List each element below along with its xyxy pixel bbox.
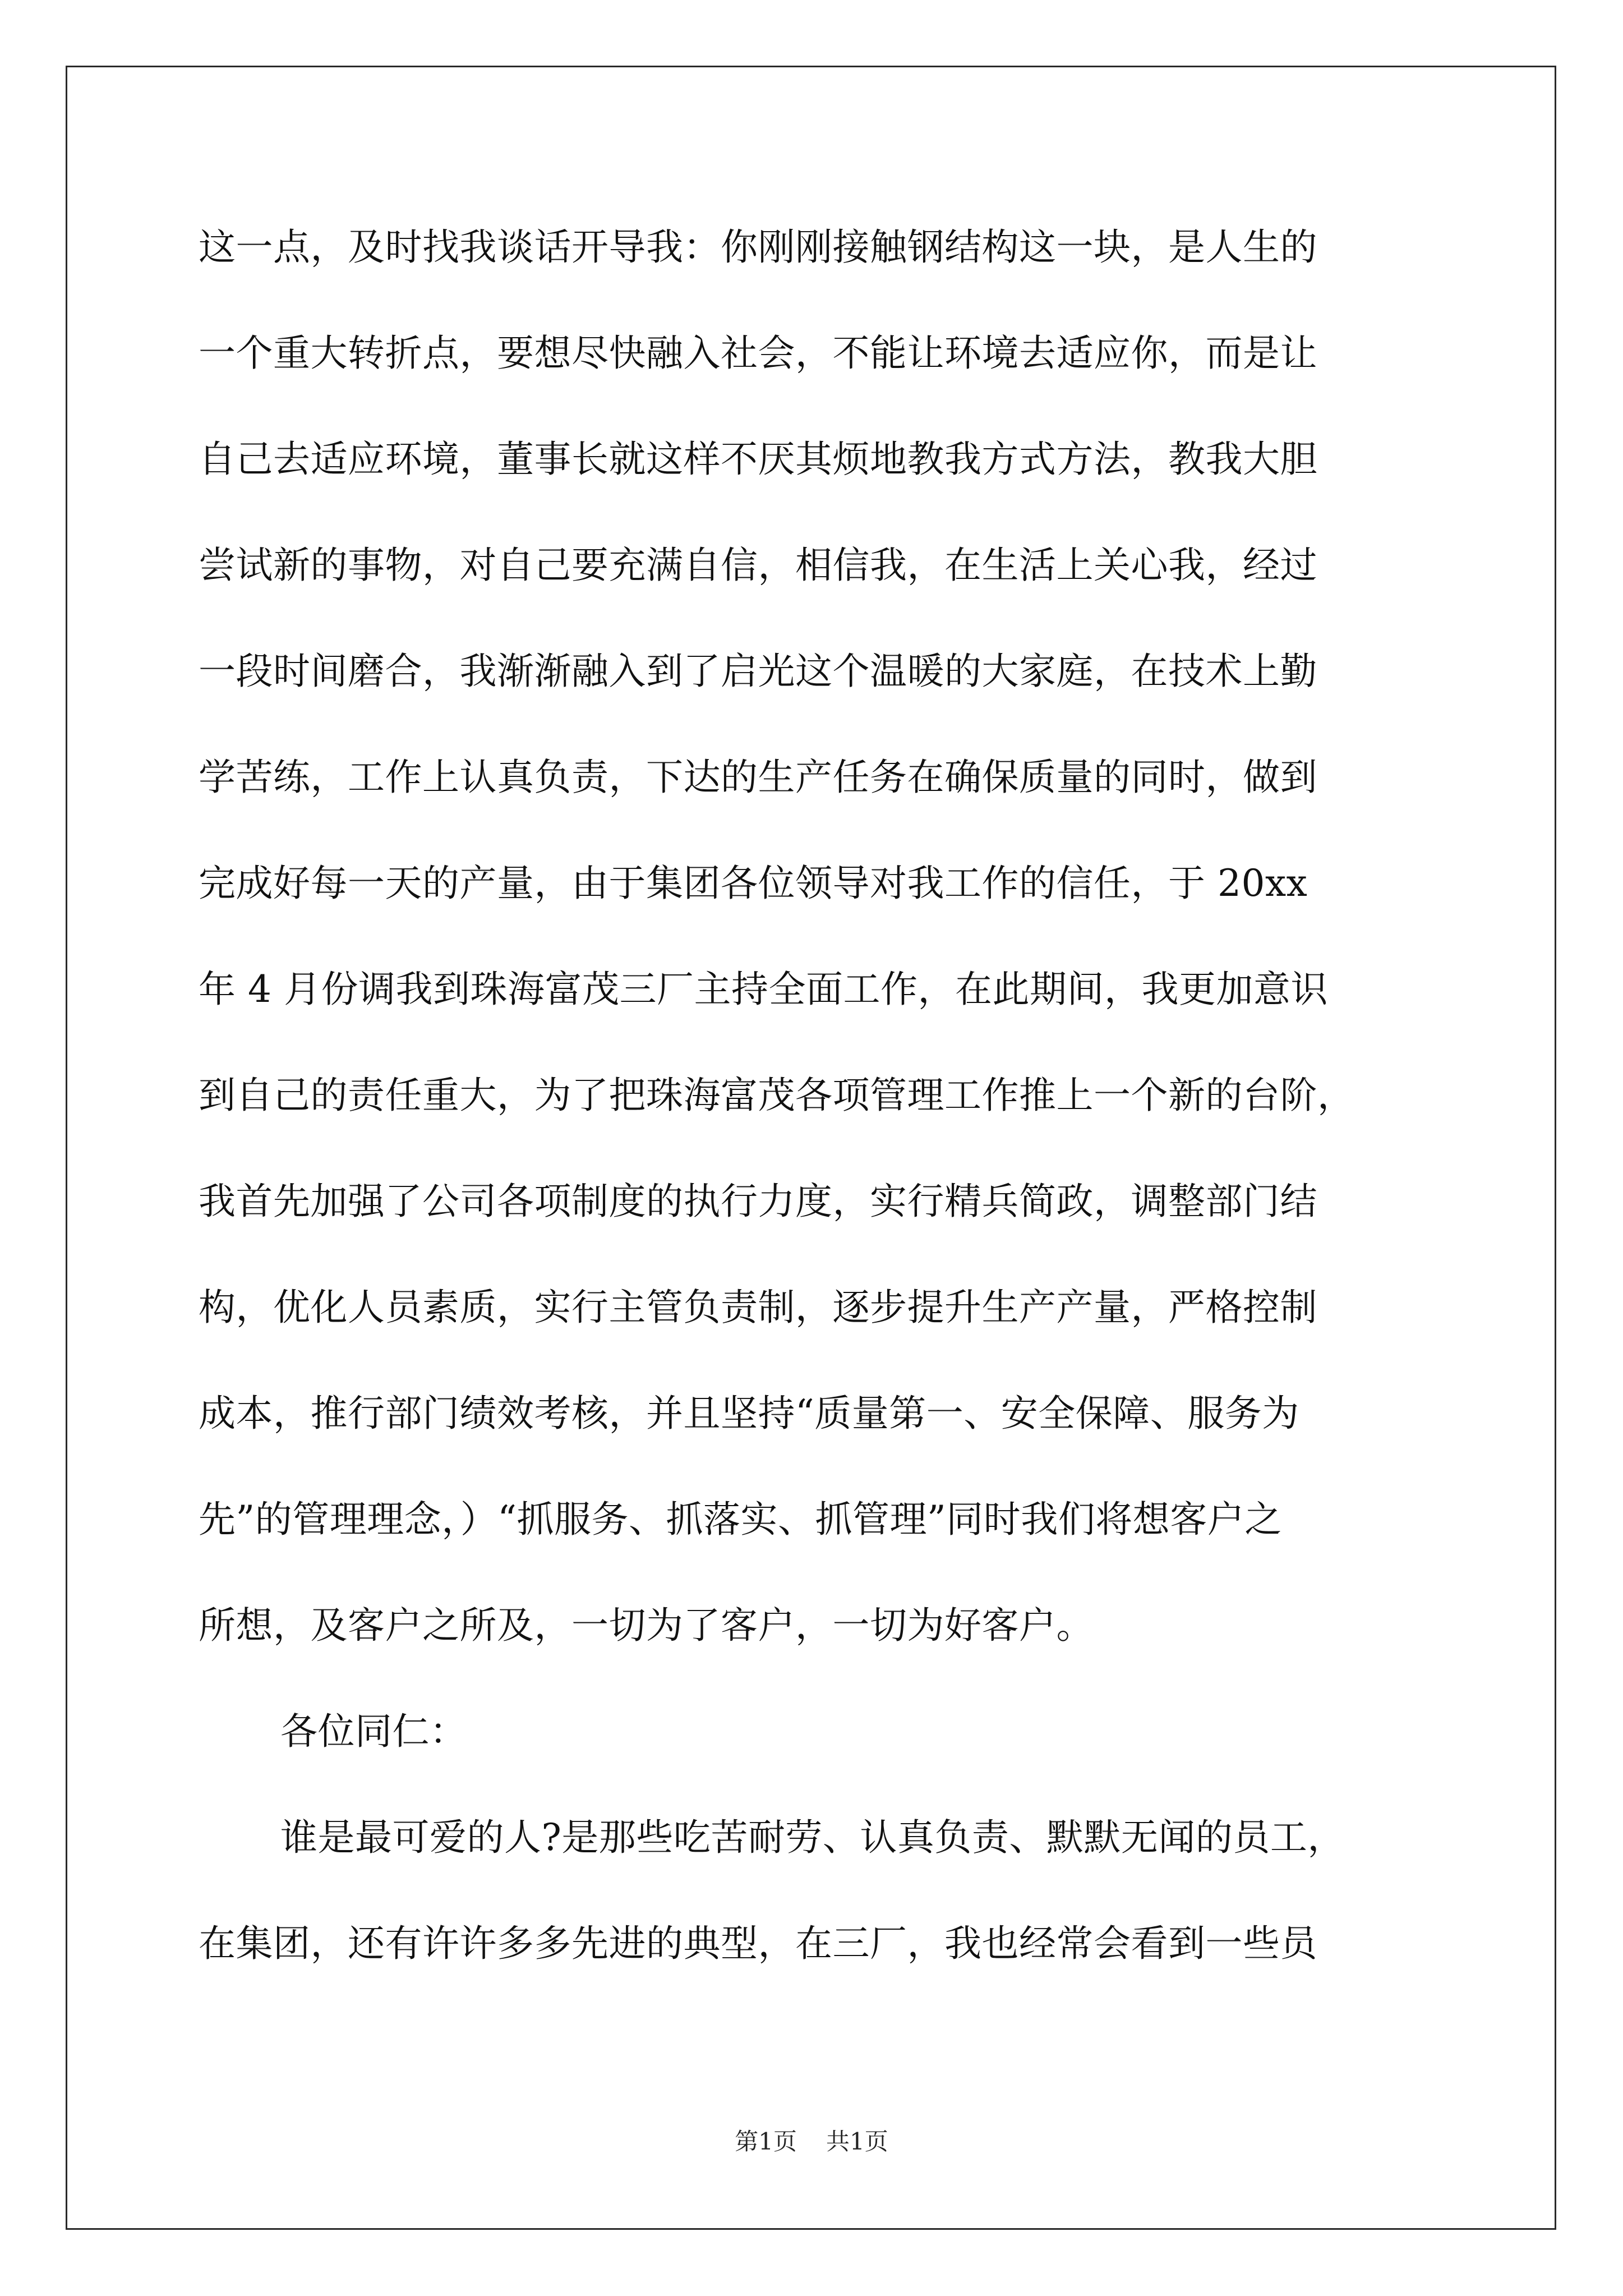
- text-line: 各位同仁：: [280, 1710, 467, 1753]
- text-line: 先”的管理理念，）“抓服务、抓落实、抓管理”同时我们将想客户之: [199, 1498, 1282, 1541]
- text-line: 尝试新的事物，对自己要充满自信，相信我，在生活上关心我，经过: [199, 544, 1317, 587]
- page-number-current: 第1页: [735, 2128, 797, 2155]
- text-line: 谁是最可爱的人?是那些吃苦耐劳、认真负责、默默无闻的员工，: [280, 1816, 1345, 1859]
- text-line: 成本，推行部门绩效考核，并且坚持“质量第一、安全保障、服务为: [199, 1392, 1299, 1435]
- text-line: 学苦练，工作上认真负责，下达的生产任务在确保质量的同时，做到: [199, 756, 1317, 799]
- text-line: 我首先加强了公司各项制度的执行力度，实行精兵简政，调整部门结: [199, 1180, 1317, 1223]
- text-line: 完成好每一天的产量，由于集团各位领导对我工作的信任，于 20xx: [199, 862, 1308, 905]
- text-line: 年 4 月份调我到珠海富茂三厂主持全面工作，在此期间，我更加意识: [199, 968, 1328, 1011]
- page-number-total: 共1页: [826, 2128, 888, 2155]
- text-line: 一段时间磨合，我渐渐融入到了启光这个温暖的大家庭，在技术上勤: [199, 650, 1317, 693]
- text-line: 到自己的责任重大，为了把珠海富茂各项管理工作推上一个新的台阶，: [199, 1074, 1355, 1117]
- text-line: 这一点，及时找我谈话开导我：你刚刚接触钢结构这一块，是人生的: [199, 226, 1317, 269]
- text-line: 构，优化人员素质，实行主管负责制，逐步提升生产产量，严格控制: [199, 1286, 1317, 1329]
- text-line: 所想，及客户之所及，一切为了客户，一切为好客户。: [199, 1604, 1094, 1647]
- text-line: 自己去适应环境，董事长就这样不厌其烦地教我方式方法，教我大胆: [199, 438, 1317, 481]
- text-line: 在集团，还有许许多多先进的典型，在三厂，我也经常会看到一些员: [199, 1922, 1317, 1965]
- text-line: 一个重大转折点，要想尽快融入社会，不能让环境去适应你，而是让: [199, 332, 1317, 375]
- page-footer: [0, 2125, 1623, 2159]
- document-body: [199, 217, 1432, 2019]
